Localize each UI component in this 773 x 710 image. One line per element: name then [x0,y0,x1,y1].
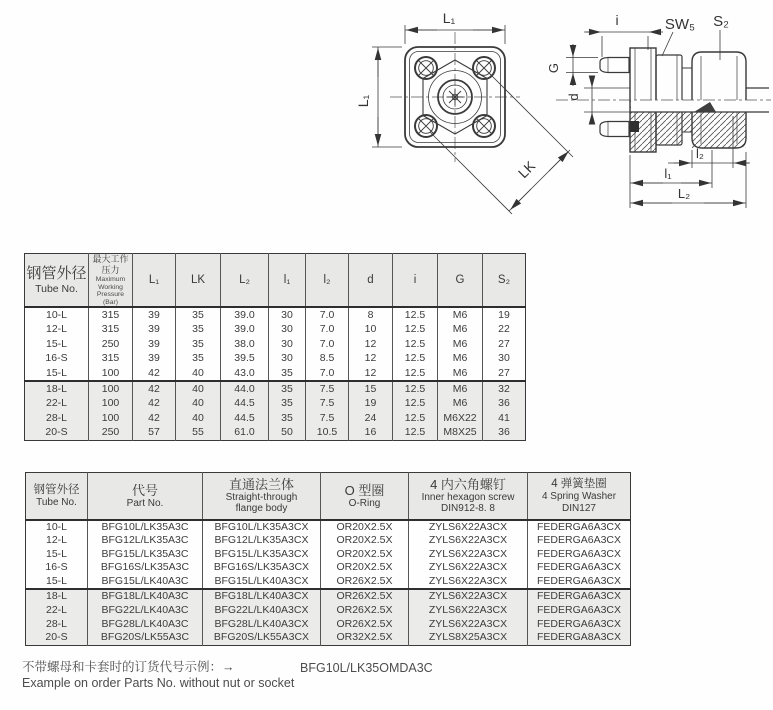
table-cell: FEDERGA6A3CX [528,561,631,575]
table-row [25,381,526,396]
table-cell: BFG15L/LK35A3CX [203,548,321,562]
table-cell: 12.5 [393,381,438,396]
table-cell: 50 [269,425,306,440]
table-cell: 35 [269,381,306,396]
table-cell: 7.0 [306,337,349,351]
table-cell: M6 [438,322,483,336]
table-cell: 18-L [26,589,88,604]
table-cell: 35 [176,337,221,351]
table-cell: 43.0 [221,366,269,381]
table-cell: 7.0 [306,366,349,381]
table-cell: M6 [438,396,483,410]
table-cell: 35 [176,322,221,336]
table-cell: 16-S [45,352,68,365]
table-cell: 7.0 [306,322,349,336]
table-cell: 7.5 [306,396,349,410]
table-cell: 20-S [26,631,88,645]
table-cell: ZYLS8X25A3CX [409,631,528,645]
table-cell: 42 [133,411,176,425]
table-cell: 250 [89,337,133,351]
table-cell: 35 [269,411,306,425]
dim-label-s2: S₂ [713,13,729,30]
table-cell: 36 [483,425,526,440]
table-cell: 100 [89,381,133,396]
table-cell: 39.0 [221,307,269,322]
table-cell: BFG22L/LK40A3CX [203,604,321,618]
table-row [25,351,526,365]
column-header-i: i [393,254,438,308]
table-cell: 30 [269,307,306,322]
table-cell: 12.5 [393,351,438,365]
table-cell: 27 [483,366,526,381]
table-cell: 39.0 [221,322,269,336]
column-header-LK: LK [176,254,221,308]
table-cell: OR20X2.5X [321,561,409,575]
table-cell: 12.5 [393,396,438,410]
table-cell: 315 [89,351,133,365]
dim-label-g: G [546,62,561,74]
table-cell: 315 [89,307,133,322]
table-row [26,520,631,535]
column-header-hex-screw: 4 内六角螺钉 Inner hexagon screw DIN912-8. 8 [409,473,528,520]
table-cell: 28-L [26,618,88,632]
table-cell: ZYLS6X22A3CX [409,604,528,618]
table-cell: BFG22L/LK40A3C [88,604,203,618]
table-cell: 12.5 [393,366,438,381]
column-header-spring-washer: 4 弹簧垫圈 4 Spring Washer DIN127 [528,473,631,520]
table-cell: BFG12L/LK35A3C [88,534,203,548]
column-header-max-pressure: 最大工作压力 Maximum Working Pressure (Bar) [89,254,133,308]
table-cell: M6X22 [438,411,483,425]
table-cell: 35 [176,307,221,322]
example-part-number: BFG10L/LK35OMDA3C [300,661,433,675]
column-header-o-ring: O 型圈 O-Ring [321,473,409,520]
table-row [25,322,526,336]
table-cell: BFG16S/LK35A3CX [203,561,321,575]
table-cell: 100 [89,411,133,425]
table-cell: 32 [483,381,526,396]
table-cell: OR20X2.5X [321,520,409,535]
table-cell: 44.5 [221,411,269,425]
table-cell: BFG10L/LK35A3CX [203,520,321,535]
table-cell: 12.5 [393,322,438,336]
table-cell: BFG20S/LK55A3CX [203,631,321,645]
table-cell: OR20X2.5X [321,534,409,548]
table-cell: 16 [349,425,393,440]
dim-label-sw5: SW₅ [664,16,696,33]
table-row [26,604,631,618]
table-cell: 15-L [45,337,67,350]
table-cell: 12 [349,351,393,365]
table-cell: M6 [438,337,483,351]
table-cell: 39 [133,307,176,322]
table-cell: 55 [176,425,221,440]
table-cell: M6 [438,381,483,396]
table-cell: M6 [438,366,483,381]
table-cell: FEDERGA6A3CX [528,534,631,548]
table-row [26,618,631,632]
tube-dimensions-table [24,253,525,441]
table-cell: 19 [349,396,393,410]
table-cell: 8 [349,307,393,322]
table-cell: 42 [133,366,176,381]
table-cell: 18-L [25,381,89,396]
table-cell: 315 [89,322,133,336]
table-cell: 24 [349,411,393,425]
table-cell: BFG12L/LK35A3CX [203,534,321,548]
table-cell: ZYLS6X22A3CX [409,589,528,604]
table-cell: 12.5 [393,307,438,322]
table-cell: 7.5 [306,381,349,396]
table-cell: 38.0 [221,337,269,351]
dim-label-lk: LK [514,157,539,182]
table-cell: BFG15L/LK40A3CX [203,575,321,590]
dim-label-l1-top: L₁ [442,10,456,26]
dim-label-l2-big: L₂ [677,186,691,201]
table-cell: 10.5 [306,425,349,440]
table-cell: 7.5 [306,411,349,425]
table-cell: ZYLS6X22A3CX [409,534,528,548]
table-cell: OR32X2.5X [321,631,409,645]
table-cell: 10-L [45,520,67,533]
table-cell: FEDERGA6A3CX [528,548,631,562]
column-header-l2: l₂ [306,254,349,308]
table-cell: 20-S [25,425,89,440]
table-cell: 12-L [45,323,67,336]
table-row [25,411,526,425]
drawing-front-view [372,25,573,214]
table-cell: 12.5 [393,411,438,425]
table-row [26,548,631,562]
table-cell: 15-L [45,574,67,587]
drawing-side-view [556,30,771,208]
table-cell: 35 [269,366,306,381]
table-cell: BFG20S/LK55A3C [88,631,203,645]
table-cell: FEDERGA8A3CX [528,631,631,645]
table-cell: 30 [483,351,526,365]
table-cell: 42 [133,396,176,410]
table-cell: 10 [349,322,393,336]
column-header-d: d [349,254,393,308]
table-cell: BFG15L/LK40A3C [88,575,203,590]
table-cell: ZYLS6X22A3CX [409,548,528,562]
table-cell: 41 [483,411,526,425]
column-header-L2: L₂ [221,254,269,308]
table-cell: 15-L [45,547,67,560]
table-cell: ZYLS6X22A3CX [409,618,528,632]
dim-label-l2-small: l₂ [696,146,704,161]
table-row [25,366,526,381]
table-cell: FEDERGA6A3CX [528,575,631,590]
dim-label-l1-small: l₁ [664,166,672,181]
table-row [25,396,526,410]
table-cell: 40 [176,411,221,425]
table-cell: OR26X2.5X [321,589,409,604]
table-cell: 12.5 [393,337,438,351]
column-header-L1: L₁ [133,254,176,308]
table-cell: 16-S [45,561,68,574]
table-cell: 12 [349,366,393,381]
table-cell: ZYLS6X22A3CX [409,575,528,590]
table-cell: 61.0 [221,425,269,440]
table-cell: 10-L [45,309,67,321]
table-cell: 12.5 [393,425,438,440]
table-cell: 22-L [26,604,88,618]
table-cell: 7.0 [306,307,349,322]
table-cell: 19 [483,307,526,322]
table-cell: 36 [483,396,526,410]
table-cell: OR26X2.5X [321,604,409,618]
column-header-part-no: 代号 Part No. [88,473,203,520]
table-cell: BFG10L/LK35A3C [88,520,203,535]
table-cell: 22 [483,322,526,336]
table-cell: 39 [133,351,176,365]
table-cell: 100 [89,396,133,410]
table-cell: 39 [133,337,176,351]
column-header-tube-no: 钢管外径 Tube No. [26,473,88,520]
table-cell: 30 [269,337,306,351]
table-cell: 39.5 [221,351,269,365]
table-cell: 44.0 [221,381,269,396]
table-cell: FEDERGA6A3CX [528,520,631,535]
table-row [26,575,631,590]
table-cell: BFG28L/LK40A3CX [203,618,321,632]
table-cell: 15-L [45,366,67,379]
column-header-l1: l₁ [269,254,306,308]
table-cell: OR26X2.5X [321,618,409,632]
table-cell: 28-L [25,411,89,425]
footer-note-en: Example on order Parts No. without nut or socket [22,676,295,690]
column-header-G: G [438,254,483,308]
table-cell: FEDERGA6A3CX [528,589,631,604]
table-cell: 12 [349,337,393,351]
technical-drawing [0,0,773,250]
table-cell: FEDERGA6A3CX [528,604,631,618]
table-cell: 15 [349,381,393,396]
table-cell: M6 [438,351,483,365]
table-cell: 27 [483,337,526,351]
table-cell: 40 [176,381,221,396]
table-cell: M6 [438,307,483,322]
table-cell: M8X25 [438,425,483,440]
table-cell: 35 [176,351,221,365]
table-cell: 250 [89,425,133,440]
table-cell: BFG15L/LK35A3C [88,548,203,562]
table-cell: 39 [133,322,176,336]
table-row [25,337,526,351]
table-cell: FEDERGA6A3CX [528,618,631,632]
table-row [26,561,631,575]
table-cell: 12-L [45,534,67,547]
table-cell: 57 [133,425,176,440]
footer-note-zh: 不带螺母和卡套时的订货代号示例：→ [22,660,235,674]
table-row [26,589,631,604]
dim-label-d: d [566,93,581,101]
table-cell: 22-L [25,396,89,410]
part-numbers-table [25,472,630,646]
table-cell: BFG16S/LK35A3C [88,561,203,575]
table-cell: 30 [269,322,306,336]
table-cell: 100 [89,366,133,381]
table-row [25,425,526,440]
table-cell: ZYLS6X22A3CX [409,561,528,575]
table-cell: BFG28L/LK40A3C [88,618,203,632]
column-header-S2: S₂ [483,254,526,308]
column-header-tube-no: 钢管外径 Tube No. [25,254,89,308]
dim-label-i: i [615,12,619,28]
table-cell: 8.5 [306,351,349,365]
table-cell: 42 [133,381,176,396]
table-row [26,631,631,645]
table-cell: BFG18L/LK40A3C [88,589,203,604]
table-cell: 44.5 [221,396,269,410]
table-cell: OR20X2.5X [321,548,409,562]
dim-label-l1-left: L₁ [355,94,371,108]
table-cell: BFG18L/LK40A3CX [203,589,321,604]
table-cell: 35 [269,396,306,410]
table-cell: 30 [269,351,306,365]
table-row [26,534,631,548]
table-cell: 40 [176,366,221,381]
table-cell: OR26X2.5X [321,575,409,590]
column-header-flange-body: 直通法兰体 Straight-through flange body [203,473,321,520]
table-cell: 40 [176,396,221,410]
footer-note [22,659,294,691]
table-cell: ZYLS6X22A3CX [409,520,528,535]
table-row [25,307,526,322]
